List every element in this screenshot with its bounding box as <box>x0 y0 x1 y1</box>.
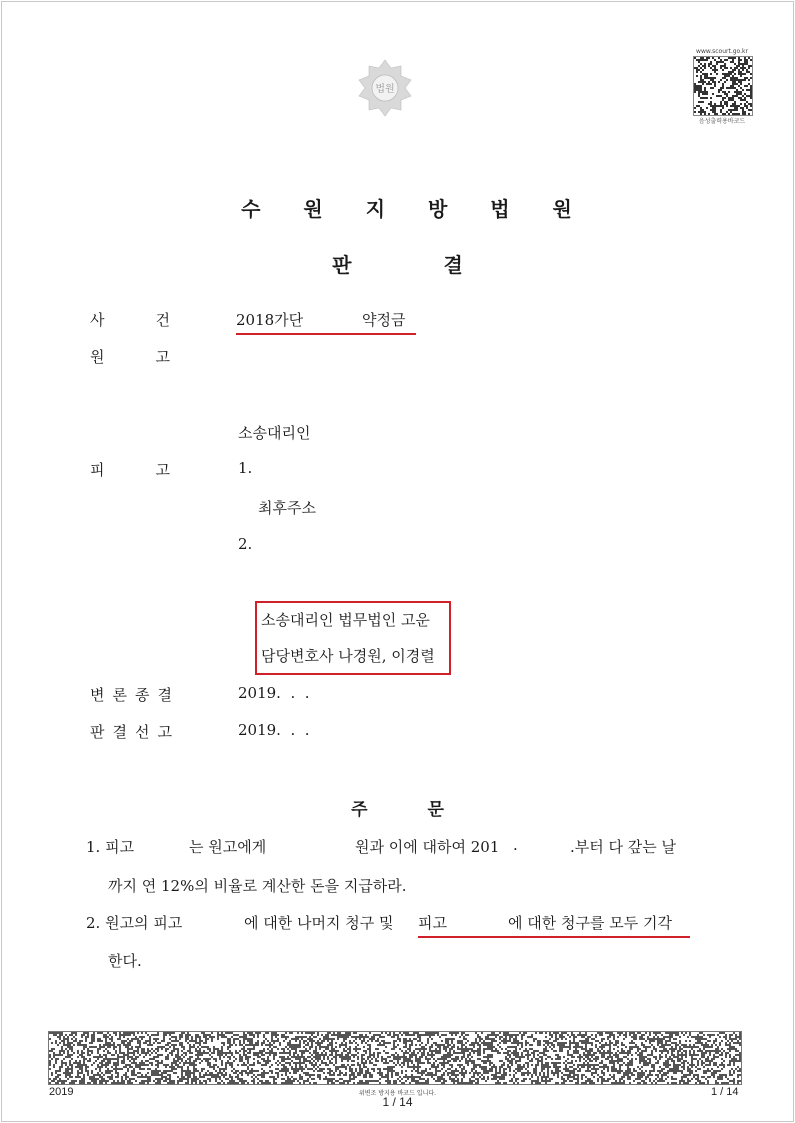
plaintiff-label-char-1: 원 <box>90 348 105 366</box>
order-2-line-2: 한다. <box>108 952 142 970</box>
case-label <box>90 309 170 330</box>
case-label-char-2: 건 <box>155 311 170 329</box>
order-heading-char-2: 문 <box>427 800 444 820</box>
case-number <box>236 309 416 335</box>
footer-page-center: 1 / 14 <box>382 1095 413 1109</box>
hearing-end-char-2: 론 <box>112 686 127 704</box>
order-2-c: 피고 <box>418 914 447 932</box>
document-type <box>0 249 795 278</box>
footer-left: 2019 <box>49 1086 74 1098</box>
court-emblem-icon <box>357 58 413 118</box>
defendant-item-2: 2. <box>238 535 253 553</box>
order-1-e: .부터 다 갚는 날 <box>570 838 677 856</box>
order-2-d: 에 대한 청구를 모두 기각 <box>508 914 672 932</box>
order-1-a: 1. 피고 <box>86 838 135 856</box>
hearing-end-date: 2019. . . <box>238 684 310 702</box>
case-number-left: 2018가단 <box>236 311 304 329</box>
judgment-date-char-2: 결 <box>112 723 127 741</box>
court-name: 수 원 지 방 법 원 <box>241 197 590 221</box>
footer-barcode-note: 위변조 방지용 바코드 입니다. <box>358 1090 437 1097</box>
order-heading-char-1: 주 <box>351 800 368 820</box>
plaintiff-label-char-2: 고 <box>155 348 170 366</box>
order-2-highlight <box>418 912 690 938</box>
order-2-a: 2. 원고의 피고 <box>86 914 183 932</box>
hearing-end-label <box>90 684 172 705</box>
qr-code-icon <box>693 56 753 116</box>
defendant-label <box>90 459 170 480</box>
order-1-d: . <box>513 836 518 854</box>
defendant-item-1: 1. <box>238 459 253 477</box>
hearing-end-char-1: 변 <box>90 686 105 704</box>
order-1-line-2: 까지 연 12%의 비율로 계산한 돈을 지급하라. <box>108 877 407 895</box>
defendant-last-address-label: 최후주소 <box>258 499 316 517</box>
doc-type-char-2: 결 <box>443 253 463 277</box>
emblem-text: 법원 <box>375 84 395 95</box>
hearing-end-char-3: 종 <box>135 686 150 704</box>
order-1-c: 원과 이에 대하여 201 <box>355 838 500 856</box>
plaintiff-agent-label: 소송대리인 <box>238 424 311 442</box>
order-2-b: 에 대한 나머지 청구 및 <box>244 914 394 932</box>
case-label-char-1: 사 <box>90 311 105 329</box>
anti-forgery-barcode-icon <box>48 1031 742 1085</box>
order-heading <box>0 795 795 820</box>
defendant-label-char-1: 피 <box>90 461 105 479</box>
judgment-date-char-4: 고 <box>157 723 172 741</box>
judgment-date-char-3: 선 <box>135 723 150 741</box>
hearing-end-char-4: 결 <box>157 686 172 704</box>
judgment-date: 2019. . . <box>238 721 310 739</box>
doc-type-char-1: 판 <box>332 253 352 277</box>
judgment-date-label <box>90 721 172 742</box>
qr-caption: 음성출력용바코드 <box>698 118 746 125</box>
case-name: 약정금 <box>362 311 406 329</box>
judgment-date-char-1: 판 <box>90 723 105 741</box>
defendant-agent-line-2: 담당변호사 나경원, 이경렬 <box>261 647 435 665</box>
order-1-b: 는 원고에게 <box>189 838 267 856</box>
plaintiff-label <box>90 346 170 367</box>
qr-url: www.scourt.go.kr <box>696 48 748 55</box>
defendant-label-char-2: 고 <box>155 461 170 479</box>
footer-page-number: 1 / 14 <box>711 1086 739 1098</box>
defendant-agent-line-1: 소송대리인 법무법인 고운 <box>261 611 430 629</box>
defendant-agent-box <box>255 601 451 675</box>
